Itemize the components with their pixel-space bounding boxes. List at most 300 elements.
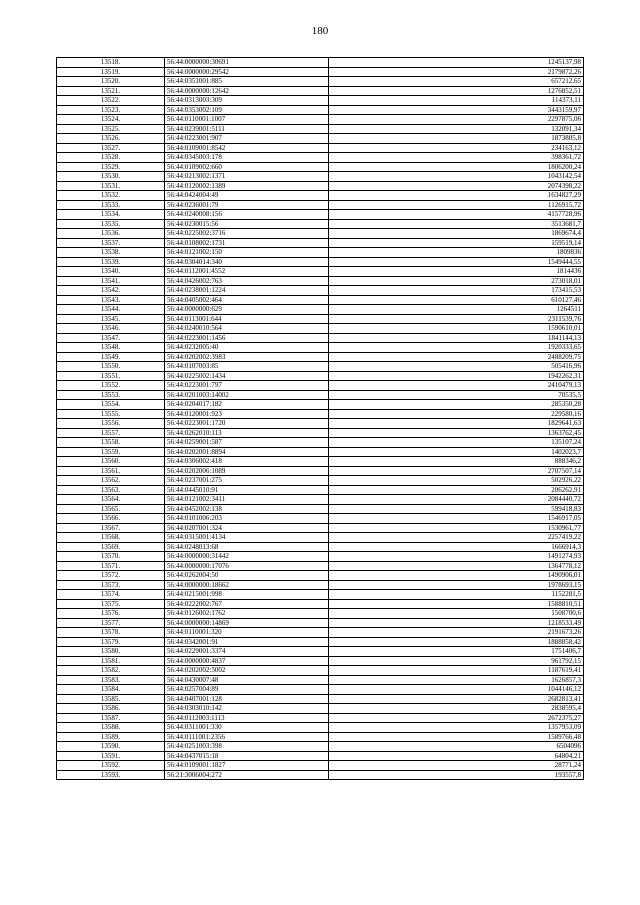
cadastral-number: 56:44:0000000:17076 <box>165 561 329 571</box>
table-row <box>57 514 584 524</box>
table-row <box>57 533 584 543</box>
table-row <box>57 618 584 628</box>
cadastral-value: 888346,2 <box>329 457 584 467</box>
cadastral-number: 56:44:0000000:4837 <box>165 656 329 666</box>
cadastral-number: 56:44:0236001:79 <box>165 200 329 210</box>
row-number: 13572. <box>57 571 165 581</box>
row-number: 13576. <box>57 609 165 619</box>
table-row <box>57 457 584 467</box>
cadastral-number: 56:44:0223001:1456 <box>165 333 329 343</box>
table-row <box>57 599 584 609</box>
row-number: 13528. <box>57 153 165 163</box>
cadastral-value: 1491274,93 <box>329 552 584 562</box>
cadastral-number: 56:44:0225002:1434 <box>165 371 329 381</box>
cadastral-number: 56:44:0112003:1113 <box>165 713 329 723</box>
table-row <box>57 286 584 296</box>
row-number: 13584. <box>57 685 165 695</box>
cadastral-number: 56:44:0207001:324 <box>165 523 329 533</box>
cadastral-number: 56:44:0000000:18662 <box>165 580 329 590</box>
cadastral-value: 1043142,54 <box>329 172 584 182</box>
row-number: 13520. <box>57 77 165 87</box>
cadastral-value: 2838595,4 <box>329 704 584 714</box>
table-row <box>57 552 584 562</box>
table-row <box>57 124 584 134</box>
table-row <box>57 409 584 419</box>
table-row <box>57 428 584 438</box>
row-number: 13529. <box>57 162 165 172</box>
cadastral-value: 1276852,51 <box>329 86 584 96</box>
cadastral-number: 56:44:0223001:907 <box>165 134 329 144</box>
cadastral-value: 1590610,01 <box>329 324 584 334</box>
row-number: 13565. <box>57 504 165 514</box>
cadastral-number: 56:44:0345003:178 <box>165 153 329 163</box>
row-number: 13592. <box>57 761 165 771</box>
row-number: 13569. <box>57 542 165 552</box>
cadastral-number: 56:44:0109002:660 <box>165 162 329 172</box>
cadastral-number: 56:44:0304014:340 <box>165 257 329 267</box>
cadastral-value: 2074398,22 <box>329 181 584 191</box>
cadastral-number: 56:44:0437015:18 <box>165 751 329 761</box>
row-number: 13593. <box>57 770 165 780</box>
table-row <box>57 143 584 153</box>
cadastral-number: 56:44:0237001:275 <box>165 476 329 486</box>
cadastral-value: 64804,21 <box>329 751 584 761</box>
table-row <box>57 542 584 552</box>
table-row <box>57 694 584 704</box>
table-row <box>57 761 584 771</box>
row-number: 13559. <box>57 447 165 457</box>
cadastral-value: 159519,14 <box>329 238 584 248</box>
cadastral-number: 56:44:0000000:31442 <box>165 552 329 562</box>
cadastral-value: 2179872,26 <box>329 67 584 77</box>
row-number: 13585. <box>57 694 165 704</box>
cadastral-number: 56:44:0000000:30691 <box>165 58 329 68</box>
row-number: 13550. <box>57 362 165 372</box>
cadastral-value: 610127,46 <box>329 295 584 305</box>
table-row <box>57 181 584 191</box>
table-row <box>57 713 584 723</box>
cadastral-value: 2311539,76 <box>329 314 584 324</box>
cadastral-value: 1806200,24 <box>329 162 584 172</box>
row-number: 13548. <box>57 343 165 353</box>
table-row <box>57 732 584 742</box>
row-number: 13545. <box>57 314 165 324</box>
row-number: 13582. <box>57 666 165 676</box>
cadastral-number: 56:44:0262010:113 <box>165 428 329 438</box>
cadastral-value: 285350,28 <box>329 400 584 410</box>
cadastral-number: 56:44:0000000:12642 <box>165 86 329 96</box>
cadastral-value: 1809836 <box>329 248 584 258</box>
cadastral-value-table <box>56 57 584 780</box>
cadastral-number: 56:44:0351001:885 <box>165 77 329 87</box>
row-number: 13546. <box>57 324 165 334</box>
cadastral-number: 56:44:0101006:203 <box>165 514 329 524</box>
table-row <box>57 637 584 647</box>
row-number: 13578. <box>57 628 165 638</box>
table-row <box>57 162 584 172</box>
cadastral-value: 1364778,12 <box>329 561 584 571</box>
table-row <box>57 466 584 476</box>
row-number: 13549. <box>57 352 165 362</box>
table-row <box>57 675 584 685</box>
table-row <box>57 704 584 714</box>
cadastral-number: 56:44:0232005:40 <box>165 343 329 353</box>
row-number: 13557. <box>57 428 165 438</box>
cadastral-value: 2707507,14 <box>329 466 584 476</box>
cadastral-value: 1508700,6 <box>329 609 584 619</box>
cadastral-value: 1152281,5 <box>329 590 584 600</box>
table-row <box>57 571 584 581</box>
row-number: 13541. <box>57 276 165 286</box>
cadastral-number: 56:44:0213002:1371 <box>165 172 329 182</box>
table-row <box>57 229 584 239</box>
cadastral-value: 1751406,7 <box>329 647 584 657</box>
cadastral-number: 56:44:0120001:923 <box>165 409 329 419</box>
cadastral-number: 56:44:0202002:3983 <box>165 352 329 362</box>
row-number: 13566. <box>57 514 165 524</box>
table-row <box>57 238 584 248</box>
row-number: 13554. <box>57 400 165 410</box>
table-row <box>57 352 584 362</box>
row-number: 13543. <box>57 295 165 305</box>
cadastral-number: 56:44:0000000:14869 <box>165 618 329 628</box>
table-row <box>57 153 584 163</box>
cadastral-value: 502926,22 <box>329 476 584 486</box>
table-row <box>57 523 584 533</box>
row-number: 13558. <box>57 438 165 448</box>
cadastral-number: 56:44:0424004:49 <box>165 191 329 201</box>
row-number: 13579. <box>57 637 165 647</box>
table-row <box>57 770 584 780</box>
table-row <box>57 751 584 761</box>
cadastral-value: 1841144,13 <box>329 333 584 343</box>
table-row <box>57 314 584 324</box>
row-number: 13568. <box>57 533 165 543</box>
row-number: 13589. <box>57 732 165 742</box>
row-number: 13561. <box>57 466 165 476</box>
row-number: 13527. <box>57 143 165 153</box>
table-row <box>57 58 584 68</box>
table-row <box>57 96 584 106</box>
cadastral-number: 56:44:0204017:182 <box>165 400 329 410</box>
cadastral-value: 1588810,51 <box>329 599 584 609</box>
row-number: 13574. <box>57 590 165 600</box>
cadastral-number: 56:44:0121002:3411 <box>165 495 329 505</box>
cadastral-value: 505416,96 <box>329 362 584 372</box>
row-number: 13536. <box>57 229 165 239</box>
row-number: 13573. <box>57 580 165 590</box>
table-row <box>57 191 584 201</box>
cadastral-number: 56:44:0238001:1224 <box>165 286 329 296</box>
table-row <box>57 134 584 144</box>
table-row <box>57 590 584 600</box>
cadastral-number: 56:44:0259001:587 <box>165 438 329 448</box>
row-number: 13560. <box>57 457 165 467</box>
cadastral-value: 599418,83 <box>329 504 584 514</box>
table-row <box>57 438 584 448</box>
cadastral-value: 1264511 <box>329 305 584 315</box>
page-number: 180 <box>311 25 329 37</box>
cadastral-number: 56:44:0313003:309 <box>165 96 329 106</box>
row-number: 13591. <box>57 751 165 761</box>
row-number: 13524. <box>57 115 165 125</box>
row-number: 13564. <box>57 495 165 505</box>
row-number: 13567. <box>57 523 165 533</box>
cadastral-value: 1873805,8 <box>329 134 584 144</box>
table-row <box>57 324 584 334</box>
cadastral-number: 56:44:0223001:1720 <box>165 419 329 429</box>
table-row <box>57 86 584 96</box>
row-number: 13519. <box>57 67 165 77</box>
table-row <box>57 580 584 590</box>
table-row <box>57 172 584 182</box>
cadastral-value: 2297875,06 <box>329 115 584 125</box>
table-body <box>57 58 584 780</box>
cadastral-value: 1530961,77 <box>329 523 584 533</box>
row-number: 13570. <box>57 552 165 562</box>
cadastral-value: 1888858,42 <box>329 637 584 647</box>
cadastral-value: 1869674,4 <box>329 229 584 239</box>
cadastral-number: 56:44:0126002:1762 <box>165 609 329 619</box>
cadastral-number: 56:44:0000000:629 <box>165 305 329 315</box>
cadastral-value: 3443159,97 <box>329 105 584 115</box>
cadastral-number: 56:44:0121002:150 <box>165 248 329 258</box>
cadastral-number: 56:44:0315001:4134 <box>165 533 329 543</box>
cadastral-value: 132091,34 <box>329 124 584 134</box>
cadastral-number: 56:44:0112001:4552 <box>165 267 329 277</box>
cadastral-number: 56:44:0202001:8894 <box>165 447 329 457</box>
row-number: 13553. <box>57 390 165 400</box>
cadastral-number: 56:44:0120002:1389 <box>165 181 329 191</box>
cadastral-value: 1126915,72 <box>329 200 584 210</box>
cadastral-number: 56:44:0202002:5002 <box>165 666 329 676</box>
cadastral-number: 56:44:0248013:68 <box>165 542 329 552</box>
cadastral-number: 56:44:0240008:156 <box>165 210 329 220</box>
row-number: 13563. <box>57 485 165 495</box>
cadastral-value: 229580,16 <box>329 409 584 419</box>
table-row <box>57 504 584 514</box>
cadastral-value: 135107,24 <box>329 438 584 448</box>
cadastral-number: 56:44:0445010:91 <box>165 485 329 495</box>
table-row <box>57 219 584 229</box>
table-row <box>57 257 584 267</box>
cadastral-number: 56:44:0000000:29542 <box>165 67 329 77</box>
table-row <box>57 656 584 666</box>
row-number: 13539. <box>57 257 165 267</box>
table-row <box>57 305 584 315</box>
cadastral-value: 193557,8 <box>329 770 584 780</box>
cadastral-value: 1546917,05 <box>329 514 584 524</box>
row-number: 13547. <box>57 333 165 343</box>
row-number: 13590. <box>57 742 165 752</box>
cadastral-value: 1942262,31 <box>329 371 584 381</box>
cadastral-number: 56:44:0215001:998 <box>165 590 329 600</box>
cadastral-number: 56:44:0342001:91 <box>165 637 329 647</box>
cadastral-number: 56:44:0109001:8542 <box>165 143 329 153</box>
row-number: 13571. <box>57 561 165 571</box>
cadastral-value: 2410479,13 <box>329 381 584 391</box>
row-number: 13588. <box>57 723 165 733</box>
table-row <box>57 400 584 410</box>
cadastral-number: 56:44:0229001:3374 <box>165 647 329 657</box>
table-row <box>57 267 584 277</box>
cadastral-value: 1357953,09 <box>329 723 584 733</box>
cadastral-number: 56:44:0306002:418 <box>165 457 329 467</box>
cadastral-number: 56:21:3006004:272 <box>165 770 329 780</box>
row-number: 13555. <box>57 409 165 419</box>
cadastral-number: 56:44:0223001:797 <box>165 381 329 391</box>
cadastral-value: 1549444,55 <box>329 257 584 267</box>
cadastral-number: 56:44:0407001:128 <box>165 694 329 704</box>
row-number: 13533. <box>57 200 165 210</box>
table-row <box>57 447 584 457</box>
row-number: 13522. <box>57 96 165 106</box>
cadastral-value: 206262,91 <box>329 485 584 495</box>
cadastral-value: 70535,5 <box>329 390 584 400</box>
cadastral-value: 114373,11 <box>329 96 584 106</box>
cadastral-value: 2257419,22 <box>329 533 584 543</box>
table-row <box>57 561 584 571</box>
table-row <box>57 295 584 305</box>
table-row <box>57 333 584 343</box>
cadastral-value: 1245137,98 <box>329 58 584 68</box>
table-row <box>57 419 584 429</box>
table-row <box>57 371 584 381</box>
cadastral-value: 398361,72 <box>329 153 584 163</box>
cadastral-number: 56:44:0110001:1007 <box>165 115 329 125</box>
row-number: 13525. <box>57 124 165 134</box>
cadastral-number: 56:44:0353002:109 <box>165 105 329 115</box>
table-row <box>57 742 584 752</box>
row-number: 13531. <box>57 181 165 191</box>
table-row <box>57 67 584 77</box>
row-number: 13521. <box>57 86 165 96</box>
cadastral-number: 56:44:0111001:2356 <box>165 732 329 742</box>
table-row <box>57 723 584 733</box>
cadastral-value: 961792,15 <box>329 656 584 666</box>
cadastral-value: 1218533,49 <box>329 618 584 628</box>
table-row <box>57 628 584 638</box>
cadastral-value: 1829641,63 <box>329 419 584 429</box>
cadastral-value: 2488209,75 <box>329 352 584 362</box>
cadastral-number: 56:44:0239001:5111 <box>165 124 329 134</box>
cadastral-value: 1626857,3 <box>329 675 584 685</box>
table-row <box>57 362 584 372</box>
row-number: 13575. <box>57 599 165 609</box>
cadastral-value: 273018,01 <box>329 276 584 286</box>
cadastral-value: 2191673,26 <box>329 628 584 638</box>
table-row <box>57 647 584 657</box>
row-number: 13556. <box>57 419 165 429</box>
cadastral-number: 56:44:0426002:763 <box>165 276 329 286</box>
row-number: 13583. <box>57 675 165 685</box>
table-row <box>57 476 584 486</box>
cadastral-value: 173415,53 <box>329 286 584 296</box>
cadastral-number: 56:44:0109001:1827 <box>165 761 329 771</box>
cadastral-number: 56:44:0108002:1731 <box>165 238 329 248</box>
cadastral-number: 56:44:0201003:14002 <box>165 390 329 400</box>
table-row <box>57 248 584 258</box>
cadastral-number: 56:44:0262004:50 <box>165 571 329 581</box>
cadastral-value: 4157728,96 <box>329 210 584 220</box>
cadastral-value: 2682813,41 <box>329 694 584 704</box>
cadastral-value: 1978693,15 <box>329 580 584 590</box>
row-number: 13586. <box>57 704 165 714</box>
table-row <box>57 666 584 676</box>
table-row <box>57 495 584 505</box>
row-number: 13535. <box>57 219 165 229</box>
cadastral-number: 56:44:0303010:142 <box>165 704 329 714</box>
table-row <box>57 77 584 87</box>
cadastral-number: 56:44:0311001:330 <box>165 723 329 733</box>
row-number: 13587. <box>57 713 165 723</box>
cadastral-value: 28771,24 <box>329 761 584 771</box>
cadastral-value: 1814436 <box>329 267 584 277</box>
cadastral-value: 2672375,27 <box>329 713 584 723</box>
cadastral-number: 56:44:0251003:398 <box>165 742 329 752</box>
row-number: 13552. <box>57 381 165 391</box>
cadastral-number: 56:44:0225002:3716 <box>165 229 329 239</box>
table-row <box>57 609 584 619</box>
row-number: 13551. <box>57 371 165 381</box>
row-number: 13523. <box>57 105 165 115</box>
table-row <box>57 685 584 695</box>
cadastral-number: 56:44:0452002:138 <box>165 504 329 514</box>
row-number: 13526. <box>57 134 165 144</box>
cadastral-value: 1363762,45 <box>329 428 584 438</box>
table-row <box>57 381 584 391</box>
row-number: 13540. <box>57 267 165 277</box>
cadastral-value: 6504096 <box>329 742 584 752</box>
cadastral-value: 1920333,65 <box>329 343 584 353</box>
row-number: 13544. <box>57 305 165 315</box>
table-row <box>57 276 584 286</box>
cadastral-value: 234163,12 <box>329 143 584 153</box>
cadastral-value: 1490906,01 <box>329 571 584 581</box>
cadastral-number: 56:44:0107003:85 <box>165 362 329 372</box>
row-number: 13518. <box>57 58 165 68</box>
cadastral-number: 56:44:0222002:767 <box>165 599 329 609</box>
row-number: 13542. <box>57 286 165 296</box>
row-number: 13581. <box>57 656 165 666</box>
cadastral-number: 56:44:0110001:320 <box>165 628 329 638</box>
cadastral-value: 1044146,12 <box>329 685 584 695</box>
cadastral-number: 56:44:0202006:1089 <box>165 466 329 476</box>
row-number: 13577. <box>57 618 165 628</box>
cadastral-number: 56:44:0257004:89 <box>165 685 329 695</box>
row-number: 13532. <box>57 191 165 201</box>
cadastral-value: 1589766,48 <box>329 732 584 742</box>
row-number: 13537. <box>57 238 165 248</box>
cadastral-value: 1187619,41 <box>329 666 584 676</box>
row-number: 13562. <box>57 476 165 486</box>
table-row <box>57 210 584 220</box>
table-row <box>57 200 584 210</box>
cadastral-value: 657212,65 <box>329 77 584 87</box>
cadastral-value: 2084440,72 <box>329 495 584 505</box>
table-row <box>57 485 584 495</box>
row-number: 13580. <box>57 647 165 657</box>
cadastral-number: 56:44:0240010:564 <box>165 324 329 334</box>
cadastral-number: 56:44:0230015:56 <box>165 219 329 229</box>
table-row <box>57 343 584 353</box>
cadastral-number: 56:44:0113001:644 <box>165 314 329 324</box>
cadastral-number: 56:44:0405002:464 <box>165 295 329 305</box>
cadastral-value: 1634827,29 <box>329 191 584 201</box>
row-number: 13538. <box>57 248 165 258</box>
row-number: 13534. <box>57 210 165 220</box>
cadastral-number: 56:44:0430007:48 <box>165 675 329 685</box>
